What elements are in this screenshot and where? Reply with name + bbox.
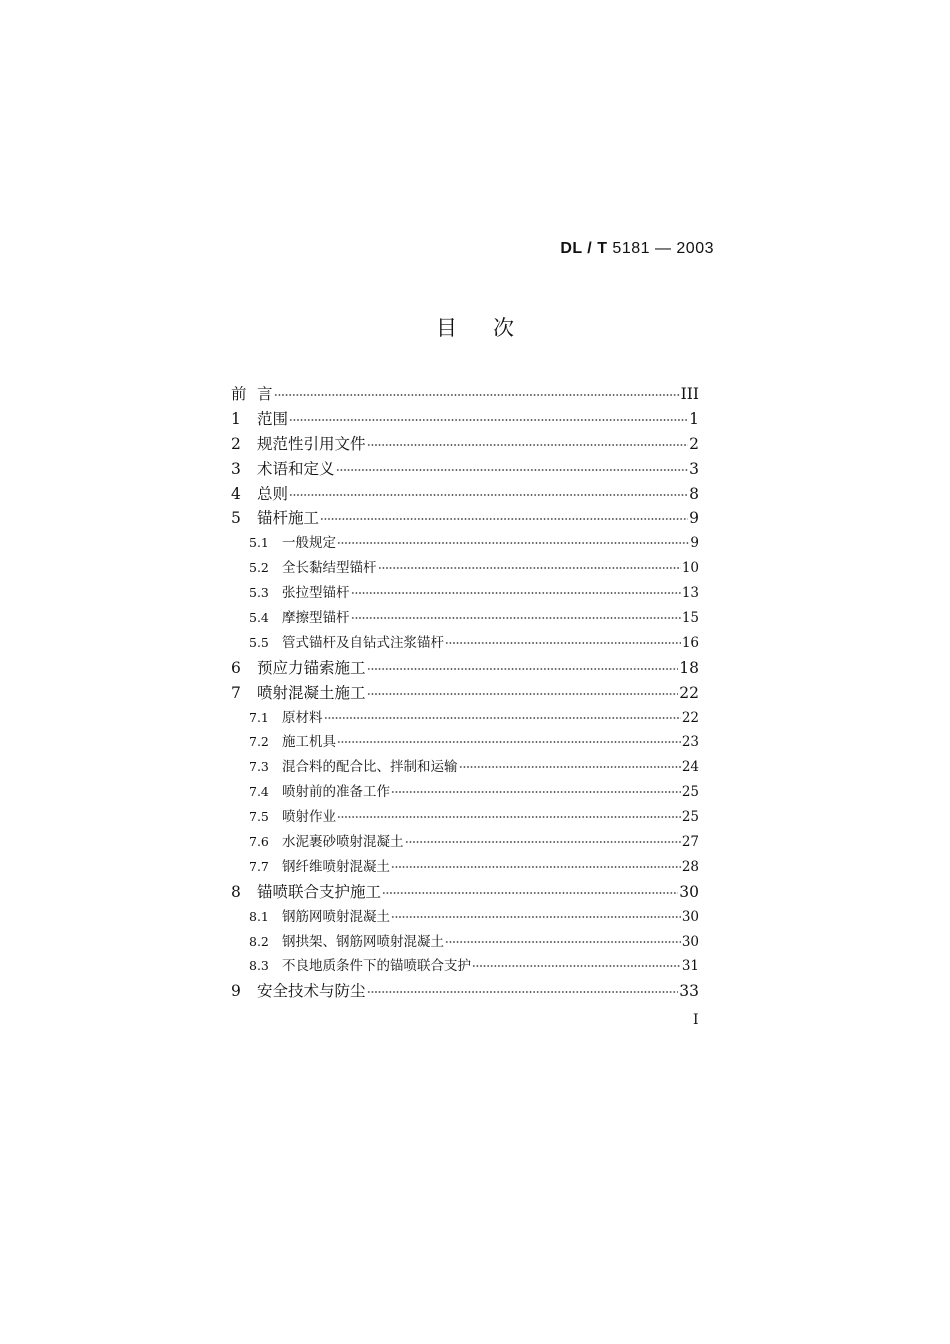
toc-leader-dots: [382, 879, 678, 895]
toc-entry-page: 27: [681, 834, 699, 851]
toc-entry-number: 8: [231, 882, 241, 901]
toc-leader-dots: [472, 955, 681, 969]
toc-entry-number: 5: [231, 509, 241, 528]
toc-entry-label: 安全技术与防尘: [257, 982, 366, 1001]
standard-code: [560, 240, 714, 258]
toc-entry-number: 5.5: [249, 634, 269, 650]
toc-entry-label: 范围: [257, 409, 289, 428]
toc-entry-number: 5.4: [249, 610, 269, 626]
toc-leader-dots: [274, 382, 680, 398]
toc-entry-label: 预应力锚索施工: [257, 658, 366, 677]
toc-leader-dots: [337, 532, 689, 546]
toc-entry-label: 术语和定义: [257, 459, 335, 478]
toc-entry-page: 30: [681, 908, 699, 925]
toc-entry-label: 总则: [257, 484, 289, 503]
toc-entry[interactable]: [231, 905, 699, 930]
toc-entry-page: 13: [681, 585, 699, 602]
standard-code-number: 5181 — 2003: [612, 240, 714, 257]
toc-entry[interactable]: [231, 805, 699, 830]
toc-entry-number: 5.1: [249, 535, 269, 551]
toc-entry[interactable]: [231, 930, 699, 955]
toc-entry[interactable]: [231, 482, 699, 507]
toc-leader-dots: [391, 905, 681, 919]
toc-leader-dots: [337, 731, 681, 745]
toc-entry-page: 9: [690, 535, 699, 552]
toc-entry[interactable]: [231, 954, 699, 979]
toc-entry-number: 7.1: [249, 709, 269, 725]
page-number: I: [693, 1012, 699, 1028]
toc-entry-label: 施工机具: [282, 734, 336, 751]
toc-entry[interactable]: [231, 880, 699, 905]
toc-entry[interactable]: [231, 457, 699, 482]
toc-entry[interactable]: [231, 531, 699, 556]
toc-entry-number: 8.3: [249, 958, 269, 974]
toc-entry-number: 5.2: [249, 560, 269, 576]
standard-code-prefix: DL / T: [560, 240, 608, 257]
toc-entry-page: 28: [681, 858, 699, 875]
toc-leader-dots: [336, 456, 689, 472]
toc-entry-number: 1: [231, 409, 241, 428]
toc-entry-label: 原材料: [282, 709, 323, 726]
toc-entry-label: 锚喷联合支护施工: [257, 882, 382, 901]
toc-entry-number: 7.2: [249, 734, 269, 750]
toc-entry-label: 管式锚杆及自钻式注浆锚杆: [282, 634, 444, 651]
toc-entry-label: 张拉型锚杆: [282, 585, 350, 602]
toc-leader-dots: [459, 756, 681, 770]
toc-entry-number: 8.2: [249, 933, 269, 949]
toc-leader-dots: [391, 855, 681, 869]
toc-entry-number: 7: [231, 683, 241, 702]
toc-entry-label: 摩擦型锚杆: [282, 610, 350, 627]
toc-entry-page: 18: [679, 658, 699, 677]
toc-entry-page: 30: [681, 933, 699, 950]
toc-entry[interactable]: [231, 606, 699, 631]
toc-entry-page: 3: [689, 459, 699, 478]
toc-entry[interactable]: [231, 556, 699, 581]
toc-leader-dots: [324, 706, 681, 720]
toc-leader-dots: [367, 655, 679, 671]
toc-entry[interactable]: [231, 506, 699, 531]
toc-entry[interactable]: [231, 407, 699, 432]
toc-entry-label: 钢筋网喷射混凝土: [282, 908, 390, 925]
toc-entry-label: 全长黏结型锚杆: [282, 560, 377, 577]
toc-entry-page: 24: [681, 759, 699, 776]
toc-entry-page: 25: [681, 809, 699, 826]
toc-entry-label: 钢拱架、钢筋网喷射混凝土: [282, 933, 444, 950]
toc-entry-page: 31: [681, 958, 699, 975]
toc-entry-page: 8: [689, 484, 699, 503]
toc-entry[interactable]: [231, 432, 699, 457]
toc-entry-label: 喷射前的准备工作: [282, 784, 390, 801]
toc-leader-dots: [351, 582, 681, 596]
toc-entry-label: 一般规定: [282, 535, 336, 552]
toc-entry[interactable]: [231, 656, 699, 681]
toc-entry-number: 7.6: [249, 834, 269, 850]
table-of-contents: [231, 382, 699, 1004]
toc-leader-dots: [445, 631, 681, 645]
toc-entry-page: 2: [689, 434, 699, 453]
toc-leader-dots: [378, 557, 681, 571]
toc-entry-page: 10: [681, 560, 699, 577]
toc-entry-label: 钢纤维喷射混凝土: [282, 858, 390, 875]
toc-entry-number: 7.7: [249, 858, 269, 874]
toc-entry-label: 锚杆施工: [257, 509, 320, 528]
toc-entry-number: 3: [231, 459, 241, 478]
toc-entry[interactable]: [231, 631, 699, 656]
toc-entry-page: 22: [681, 709, 699, 726]
toc-leader-dots: [367, 979, 679, 995]
toc-leader-dots: [405, 831, 681, 845]
toc-entry-page: 22: [679, 683, 699, 702]
toc-leader-dots: [367, 680, 679, 696]
page-title: 目次: [436, 316, 550, 340]
toc-entry-number: 7.3: [249, 759, 269, 775]
toc-entry[interactable]: [231, 755, 699, 780]
toc-leader-dots: [289, 406, 688, 422]
toc-entry[interactable]: [231, 706, 699, 731]
toc-leader-dots: [337, 806, 681, 820]
toc-entry[interactable]: [231, 382, 699, 407]
toc-entry-number: 8.1: [249, 908, 269, 924]
toc-entry-page: 9: [689, 509, 699, 528]
toc-entry-number: 4: [231, 484, 241, 503]
toc-entry[interactable]: [231, 581, 699, 606]
toc-leader-dots: [351, 607, 681, 621]
toc-entry-number: 5.3: [249, 585, 269, 601]
toc-leader-dots: [367, 431, 689, 447]
toc-entry-page: 23: [681, 734, 699, 751]
toc-entry-page: 15: [681, 610, 699, 627]
toc-entry-page: III: [680, 385, 699, 403]
toc-entry-label: 喷射作业: [282, 809, 336, 826]
toc-entry-number: 2: [231, 434, 241, 453]
toc-entry[interactable]: [231, 855, 699, 880]
toc-entry-page: 16: [681, 634, 699, 651]
toc-entry[interactable]: [231, 681, 699, 706]
toc-entry-page: 33: [679, 982, 699, 1001]
toc-leader-dots: [289, 481, 688, 497]
toc-leader-dots: [320, 506, 688, 522]
toc-entry-number: 6: [231, 658, 241, 677]
toc-entry[interactable]: [231, 979, 699, 1004]
toc-entry-number: 7.5: [249, 809, 269, 825]
toc-entry[interactable]: [231, 730, 699, 755]
toc-entry-label: 水泥裹砂喷射混凝土: [282, 834, 404, 851]
toc-entry-number: 7.4: [249, 784, 269, 800]
toc-leader-dots: [445, 930, 681, 944]
toc-entry-label: 言: [257, 385, 273, 403]
toc-entry-page: 25: [681, 784, 699, 801]
toc-entry-page: 30: [679, 882, 699, 901]
toc-entry[interactable]: [231, 780, 699, 805]
toc-entry-label: 规范性引用文件: [257, 434, 366, 453]
toc-entry[interactable]: [231, 830, 699, 855]
toc-entry-label: 不良地质条件下的锚喷联合支护: [282, 958, 471, 975]
toc-entry-label: 喷射混凝土施工: [257, 683, 366, 702]
toc-entry-number: 9: [231, 982, 241, 1001]
toc-entry-label: 混合料的配合比、拌制和运输: [282, 759, 458, 776]
toc-leader-dots: [391, 781, 681, 795]
toc-entry-number: 前: [231, 385, 247, 403]
toc-entry-page: 1: [689, 409, 699, 428]
